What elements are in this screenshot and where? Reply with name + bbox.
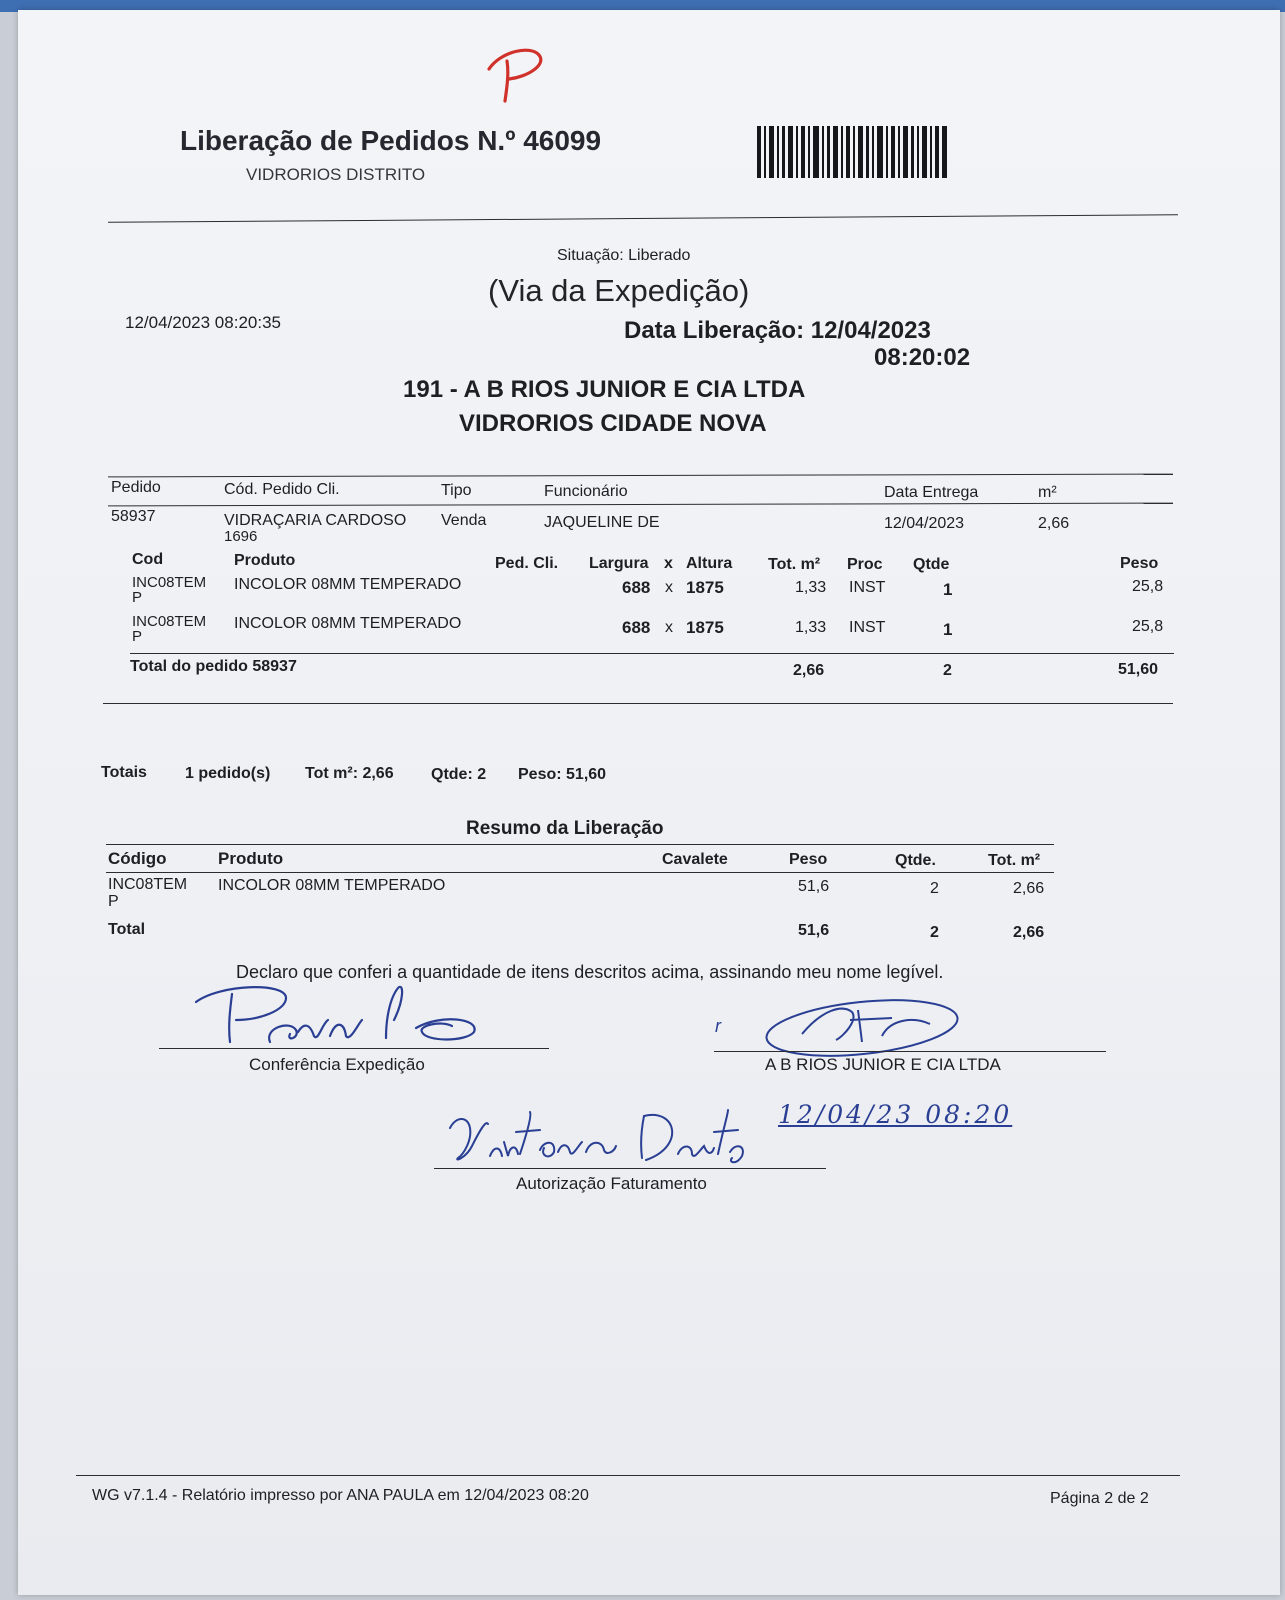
declaration-text: Declaro que conferi a quantidade de itens descritos acima, assinando meu nome legível. xyxy=(236,962,944,982)
item-header-ped-cli: Ped. Cli. xyxy=(495,555,559,572)
item-2-proc: INST xyxy=(849,619,886,636)
resumo-row-peso: 51,6 xyxy=(798,878,830,895)
order-funcionario: JAQUELINE DE xyxy=(544,514,660,531)
item-2-peso: 25,8 xyxy=(1132,618,1164,635)
order-table-top-rule xyxy=(108,474,1173,478)
order-data-entrega: 12/04/2023 xyxy=(884,515,965,532)
item-header-produto: Produto xyxy=(234,552,296,569)
footer-rule xyxy=(76,1475,1180,1476)
document-page xyxy=(18,10,1280,1595)
resumo-row-produto: INCOLOR 08MM TEMPERADO xyxy=(218,877,446,894)
resumo-row-qtde: 2 xyxy=(930,880,939,897)
resumo-header-peso: Peso xyxy=(789,851,828,868)
footer-printed-by: WG v7.1.4 - Relatório impresso por ANA PAULA em 12/04/2023 08:20 xyxy=(92,1487,589,1504)
item-1-largura: 688 xyxy=(622,578,651,597)
resumo-total-peso: 51,6 xyxy=(798,922,830,939)
item-2-produto: INCOLOR 08MM TEMPERADO xyxy=(234,615,462,632)
resumo-header-produto: Produto xyxy=(218,849,284,868)
item-header-cod: Cod xyxy=(132,551,164,568)
handwritten-p-mark xyxy=(483,43,553,113)
document-title: Liberação de Pedidos N.º 46099 xyxy=(180,125,602,156)
company-name: VIDRORIOS DISTRITO xyxy=(246,165,426,184)
client-signature-mark: r xyxy=(715,1016,721,1036)
via-title: (Via da Expedição) xyxy=(488,273,750,308)
order-total-peso: 51,60 xyxy=(1118,661,1159,678)
order-m2: 2,66 xyxy=(1038,515,1070,532)
item-2-x: x xyxy=(665,619,673,636)
resumo-title: Resumo da Liberação xyxy=(466,818,664,839)
resumo-header-rule xyxy=(106,872,1054,873)
resumo-header-codigo: Código xyxy=(108,849,167,868)
client-signature-label: A B RIOS JUNIOR E CIA LTDA xyxy=(765,1055,1001,1074)
item-header-tot-m2: Tot. m² xyxy=(768,556,821,573)
item-header-proc: Proc xyxy=(847,556,883,573)
resumo-header-tot-m2: Tot. m² xyxy=(988,852,1041,869)
handwritten-datetime: 12/04/23 08:20 xyxy=(778,1100,1013,1129)
order-tipo: Venda xyxy=(441,512,487,529)
totais-tot-m2: Tot m²: 2,66 xyxy=(305,765,394,782)
order-total-m2: 2,66 xyxy=(793,662,825,679)
item-1-peso: 25,8 xyxy=(1132,578,1164,595)
item-2-tot-m2: 1,33 xyxy=(795,619,827,636)
resumo-header-cavalete: Cavalete xyxy=(662,851,728,868)
col-header-cod-pedido-cli: Cód. Pedido Cli. xyxy=(224,481,340,498)
item-header-largura: Largura xyxy=(589,555,649,572)
resumo-total-tot-m2: 2,66 xyxy=(1013,924,1045,941)
col-header-funcionario: Funcionário xyxy=(544,483,628,500)
barcode-icon xyxy=(757,126,947,178)
client-signature-line xyxy=(714,1051,1106,1052)
client-name: 191 - A B RIOS JUNIOR E CIA LTDA xyxy=(403,376,806,403)
col-header-m2: m² xyxy=(1038,484,1057,501)
item-1-tot-m2: 1,33 xyxy=(795,579,827,596)
order-total-qtde: 2 xyxy=(943,662,952,679)
resumo-row-tot-m2: 2,66 xyxy=(1013,880,1045,897)
item-1-qtde: 1 xyxy=(943,580,953,599)
situacao-text: Situação: Liberado xyxy=(557,247,691,264)
item-1-proc: INST xyxy=(849,579,886,596)
item-2-cod: INC08TEM P xyxy=(132,613,207,645)
print-datetime: 12/04/2023 08:20:35 xyxy=(125,313,281,332)
item-1-produto: INCOLOR 08MM TEMPERADO xyxy=(234,576,462,593)
resumo-header-qtde: Qtde. xyxy=(895,852,936,869)
autorizacao-signature-line xyxy=(434,1168,826,1169)
order-cliente: VIDRAÇARIA CARDOSO xyxy=(224,512,407,529)
resumo-total-qtde: 2 xyxy=(930,924,939,941)
item-header-altura: Altura xyxy=(686,555,733,572)
conferencia-label: Conferência Expedição xyxy=(249,1055,425,1074)
resumo-top-rule xyxy=(106,844,1054,845)
resumo-total-label: Total xyxy=(108,921,146,938)
col-header-tipo: Tipo xyxy=(441,482,472,499)
item-header-peso: Peso xyxy=(1120,555,1159,572)
totais-peso: Peso: 51,60 xyxy=(518,766,607,783)
item-1-altura: 1875 xyxy=(686,578,724,597)
client-branch: VIDRORIOS CIDADE NOVA xyxy=(459,410,767,437)
data-liberacao-time: 08:20:02 xyxy=(874,344,971,371)
resumo-row-codigo: INC08TEM P xyxy=(108,876,188,910)
autorizacao-signature xyxy=(446,1106,746,1176)
footer-page-number: Página 2 de 2 xyxy=(1050,1490,1149,1507)
totais-label: Totais xyxy=(101,764,147,781)
item-1-x: x xyxy=(665,579,673,596)
totais-pedidos: 1 pedido(s) xyxy=(185,765,271,782)
item-header-x: x xyxy=(664,555,673,572)
col-header-pedido: Pedido xyxy=(111,479,161,496)
item-2-qtde: 1 xyxy=(943,620,953,639)
item-1-cod: INC08TEM P xyxy=(132,574,207,606)
data-liberacao: Data Liberação: 12/04/2023 xyxy=(624,317,931,344)
order-total-label: Total do pedido 58937 xyxy=(130,658,297,675)
totais-qtde: Qtde: 2 xyxy=(431,766,487,783)
item-2-largura: 688 xyxy=(622,618,651,637)
order-pedido: 58937 xyxy=(111,508,156,525)
header-divider xyxy=(108,214,1178,222)
order-cliente-code: 1696 xyxy=(224,528,258,545)
conferencia-signature xyxy=(190,980,510,1050)
item-header-qtde: Qtde xyxy=(913,556,950,573)
order-header-rule xyxy=(108,503,1173,507)
conferencia-signature-line xyxy=(159,1048,549,1049)
order-total-rule xyxy=(130,653,1174,654)
col-header-data-entrega: Data Entrega xyxy=(884,484,979,501)
order-table-bottom-rule xyxy=(103,703,1173,704)
item-2-altura: 1875 xyxy=(686,618,724,637)
autorizacao-label: Autorização Faturamento xyxy=(516,1174,707,1193)
